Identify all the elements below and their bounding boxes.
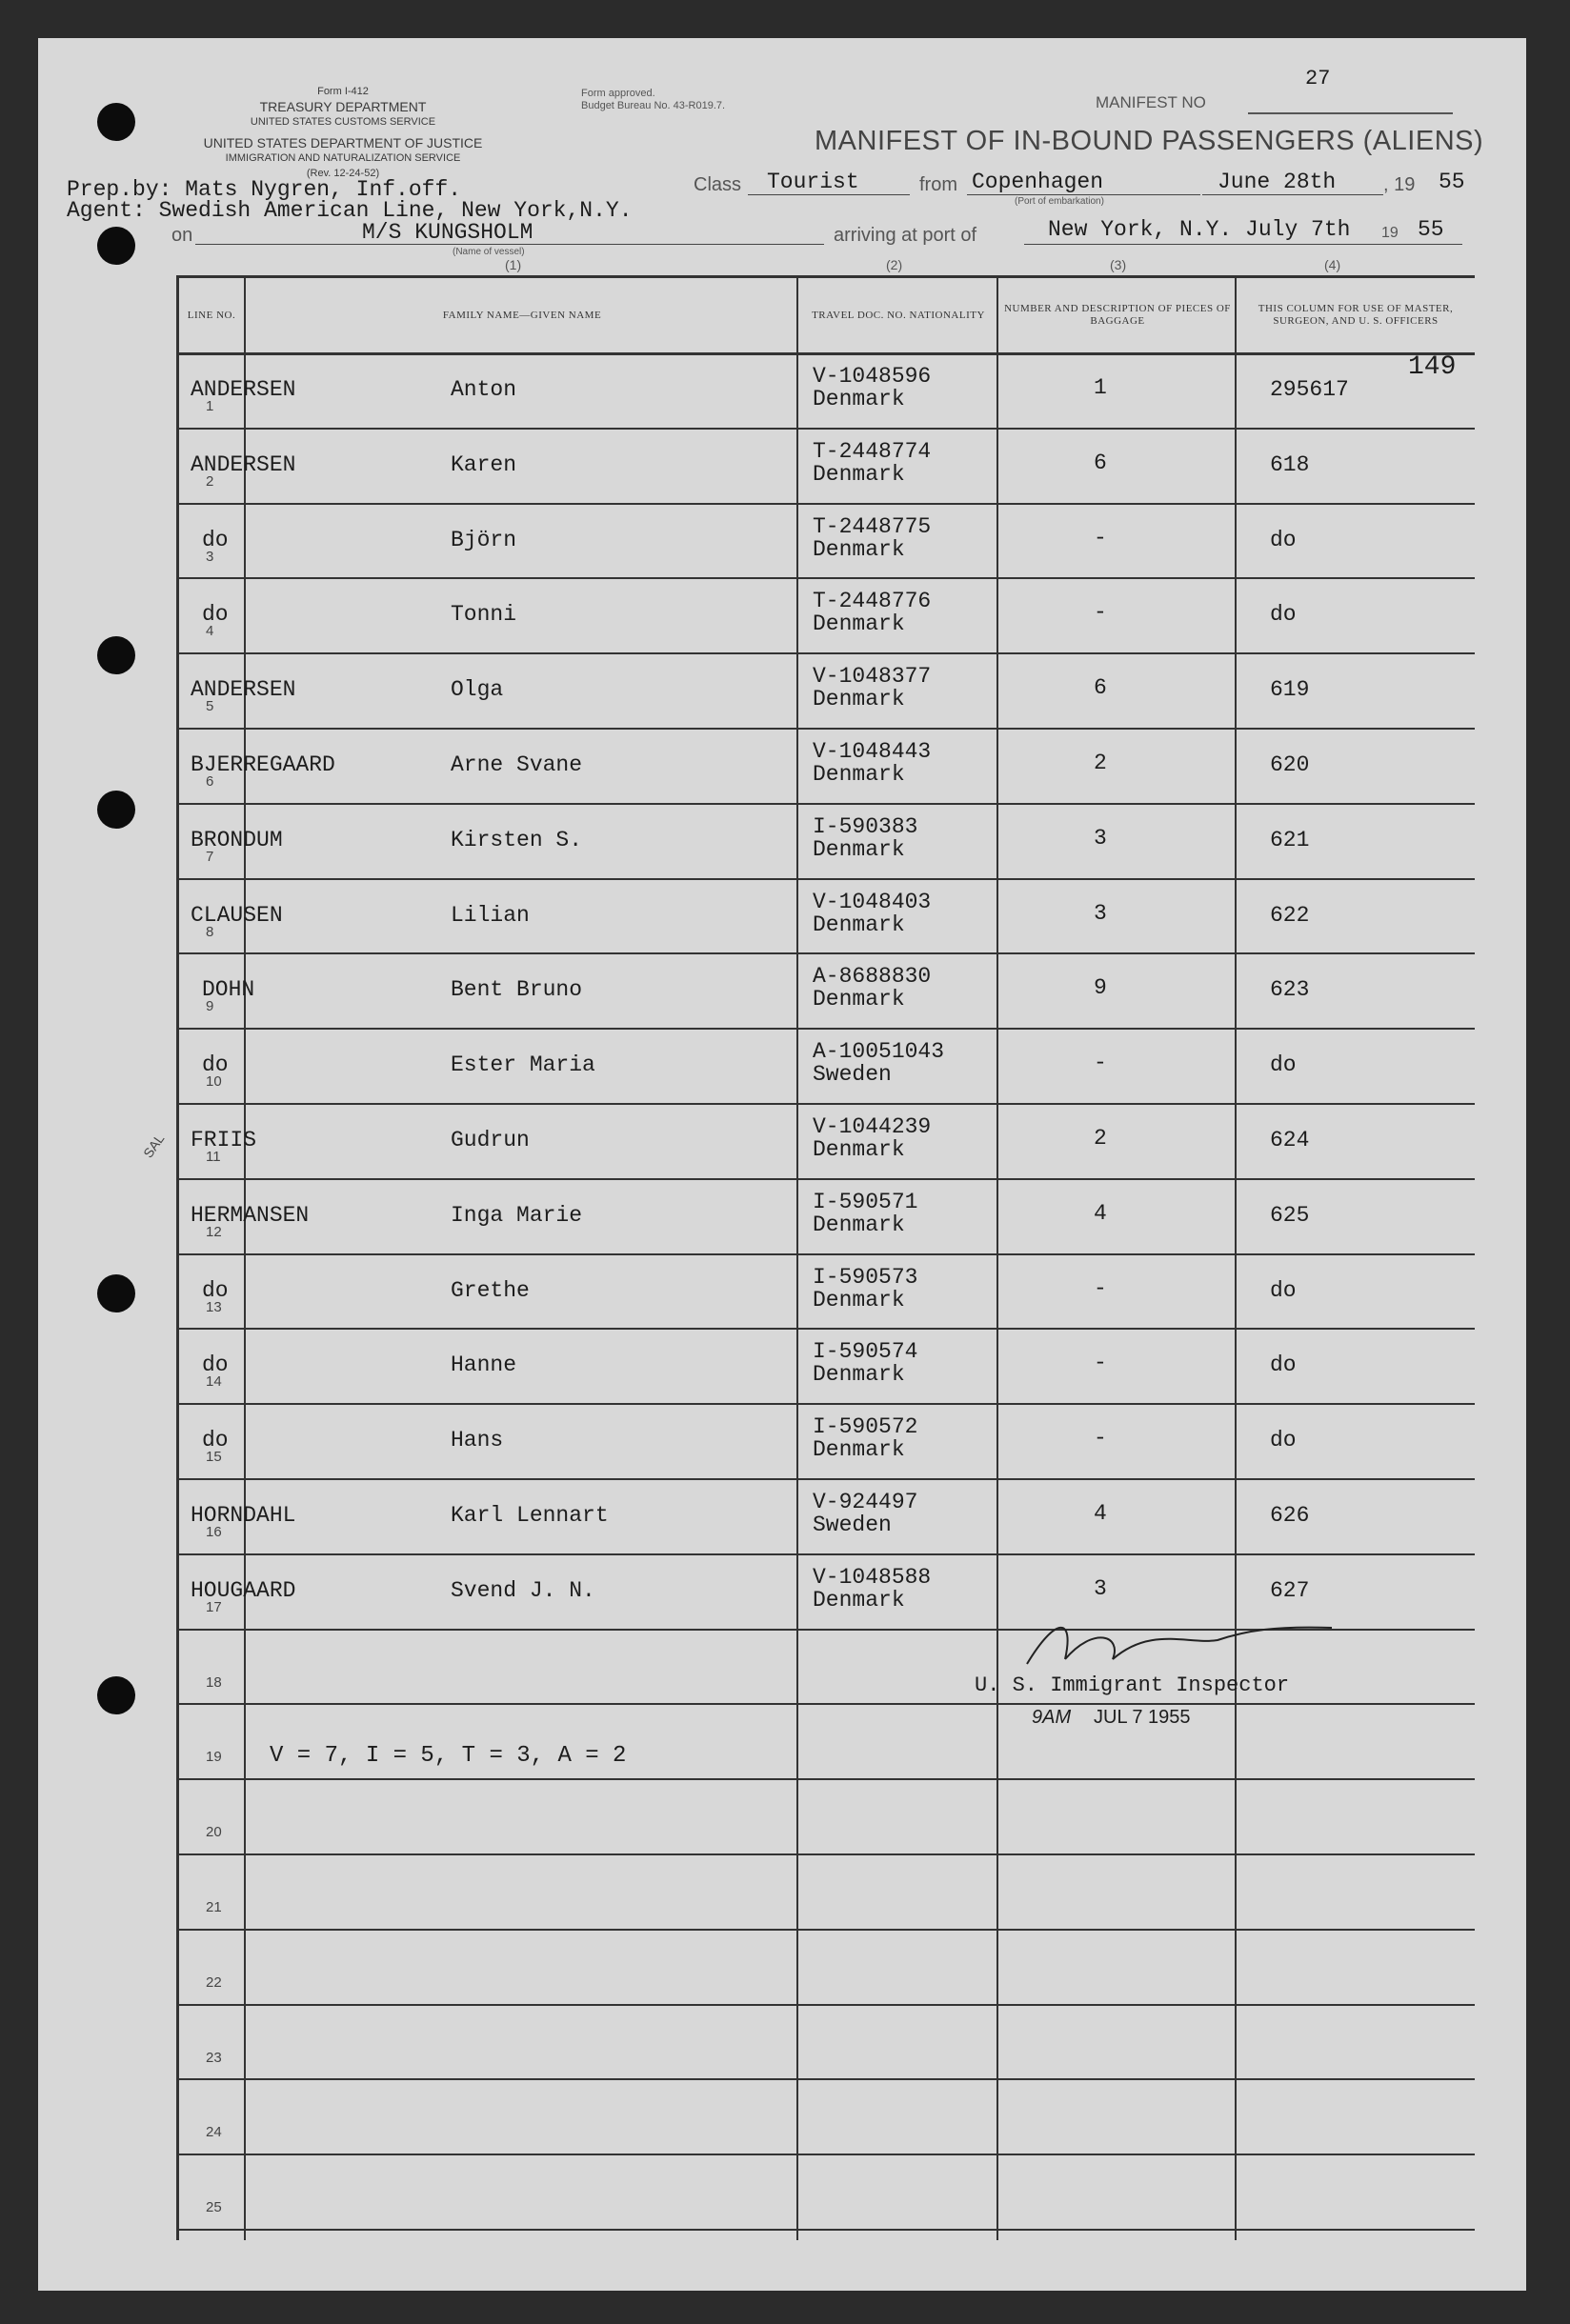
arrival-port-date: New York, N.Y. July 7th xyxy=(1048,217,1351,242)
nationality: Denmark xyxy=(813,762,905,787)
nationality: Denmark xyxy=(813,987,905,1012)
table-row xyxy=(179,2078,1475,2155)
given-name: Karen xyxy=(451,451,517,477)
officer-number: 295617 xyxy=(1270,377,1349,402)
col-num-1: (1) xyxy=(505,257,522,272)
baggage-pieces: 3 xyxy=(1094,825,1107,851)
manifest-title: MANIFEST OF IN-BOUND PASSENGERS (ALIENS) xyxy=(815,126,1484,156)
family-name: ANDERSEN xyxy=(191,377,296,402)
table-row xyxy=(179,577,1475,654)
travel-doc-number: V-1048403 xyxy=(813,889,932,914)
given-name: Hanne xyxy=(451,1352,517,1378)
officer-number: 622 xyxy=(1270,902,1310,928)
nationality: Denmark xyxy=(813,611,905,637)
line-number: 3 xyxy=(206,548,214,565)
family-name: ANDERSEN xyxy=(191,677,296,703)
baggage-pieces: - xyxy=(1094,525,1107,551)
on-label: on xyxy=(171,225,193,246)
port-embark-caption: (Port of embarkation) xyxy=(1015,196,1104,207)
line-number: 20 xyxy=(206,1824,222,1841)
line-number: 14 xyxy=(206,1373,222,1391)
family-name: BRONDUM xyxy=(191,827,283,852)
given-name: Inga Marie xyxy=(451,1202,583,1228)
arriving-label: arriving at port of xyxy=(834,225,977,246)
baggage-pieces: 9 xyxy=(1094,975,1107,1001)
given-name: Tonni xyxy=(451,602,517,628)
line-number: 21 xyxy=(206,1899,222,1915)
travel-doc-number: T-2448774 xyxy=(813,438,932,464)
travel-doc-number: I-590572 xyxy=(813,1414,918,1440)
nationality: Denmark xyxy=(813,912,905,937)
officer-number: 624 xyxy=(1270,1128,1310,1152)
travel-doc-number: I-590574 xyxy=(813,1339,918,1365)
line-number: 7 xyxy=(206,848,214,865)
class-underline xyxy=(748,194,910,195)
table-row xyxy=(179,503,1475,580)
table-row xyxy=(179,1328,1475,1405)
travel-doc-number: V-1044239 xyxy=(813,1114,932,1139)
col-num-2: (2) xyxy=(886,257,903,272)
inspector-label: U. S. Immigrant Inspector xyxy=(975,1673,1290,1697)
header-name: FAMILY NAME—GIVEN NAME xyxy=(442,309,602,321)
baggage-pieces: - xyxy=(1094,1351,1107,1376)
table-row xyxy=(179,952,1475,1030)
stamp-date: JUL 7 1955 xyxy=(1094,1707,1191,1728)
year-value-2: 55 xyxy=(1418,217,1444,242)
form-approved-block xyxy=(581,88,725,112)
given-name: Björn xyxy=(451,527,517,552)
table-row xyxy=(179,2154,1475,2231)
table-row xyxy=(179,1103,1475,1180)
from-label: from xyxy=(919,174,957,195)
family-name: BJERREGAARD xyxy=(191,752,335,777)
family-name: do xyxy=(202,1352,229,1378)
vessel-name: M/S KUNGSHOLM xyxy=(362,220,533,245)
manifest-no-underline xyxy=(1248,112,1453,114)
travel-doc-number: A-8688830 xyxy=(813,964,932,990)
travel-doc-number: A-10051043 xyxy=(813,1039,945,1065)
line-number: 22 xyxy=(206,1973,222,1991)
given-name: Kirsten S. xyxy=(451,827,583,852)
table-row xyxy=(179,728,1475,805)
table-row xyxy=(179,1703,1475,1780)
year-value-1: 55 xyxy=(1439,170,1465,194)
line-number: 6 xyxy=(206,773,214,790)
line-number: 24 xyxy=(206,2124,222,2141)
travel-doc-number: V-1048443 xyxy=(813,739,932,764)
manifest-no-value: 27 xyxy=(1305,67,1331,90)
travel-doc-number: I-590573 xyxy=(813,1264,918,1290)
class-label: Class xyxy=(694,174,742,195)
year-prefix-2: 19 xyxy=(1381,225,1399,241)
line-number: 2 xyxy=(206,472,214,490)
given-name: Svend J. N. xyxy=(451,1577,595,1603)
form-number: Form I-412 xyxy=(317,86,369,97)
table-row xyxy=(179,1929,1475,2006)
officer-number: 619 xyxy=(1270,677,1310,703)
family-name: HERMANSEN xyxy=(191,1202,310,1228)
line-number: 4 xyxy=(206,623,214,640)
punch-hole xyxy=(97,227,135,265)
nationality: Denmark xyxy=(813,1437,905,1463)
baggage-pieces: 3 xyxy=(1094,900,1107,926)
baggage-pieces: 4 xyxy=(1094,1501,1107,1526)
from-date: June 28th xyxy=(1218,170,1337,194)
officer-number: 627 xyxy=(1270,1577,1310,1603)
nationality: Denmark xyxy=(813,836,905,862)
table-row xyxy=(179,352,1475,430)
family-name: CLAUSEN xyxy=(191,902,283,928)
travel-doc-number: V-1048596 xyxy=(813,364,932,389)
from-underline xyxy=(967,194,1200,195)
travel-doc-number: V-1048588 xyxy=(813,1564,932,1590)
line-number: 19 xyxy=(206,1749,222,1766)
dept-ins: IMMIGRATION AND NATURALIZATION SERVICE xyxy=(225,152,461,164)
family-name: do xyxy=(202,527,229,552)
class-value: Tourist xyxy=(767,170,859,194)
table-row xyxy=(179,1778,1475,1855)
nationality: Denmark xyxy=(813,461,905,487)
table-row xyxy=(179,803,1475,880)
baggage-pieces: 2 xyxy=(1094,751,1107,775)
officer-number: do xyxy=(1270,1277,1297,1303)
punch-hole xyxy=(97,1676,135,1714)
punch-hole xyxy=(97,791,135,829)
margin-note: SAL xyxy=(140,1131,168,1161)
punch-hole xyxy=(97,636,135,674)
dept-treasury: TREASURY DEPARTMENT xyxy=(259,99,427,114)
nationality: Denmark xyxy=(813,1212,905,1237)
nationality: Denmark xyxy=(813,687,905,712)
line-number: 9 xyxy=(206,998,214,1015)
col-num-4: (4) xyxy=(1324,257,1341,272)
form-rev: (Rev. 12-24-52) xyxy=(306,168,380,179)
line-number: 16 xyxy=(206,1524,222,1540)
budget-bureau-text: Budget Bureau No. 43-R019.7. xyxy=(581,100,726,111)
line-number: 1 xyxy=(206,398,214,414)
form-approved-text: Form approved. xyxy=(581,88,655,99)
given-name: Grethe xyxy=(451,1277,530,1303)
manifest-table xyxy=(176,275,1475,2240)
baggage-pieces: 1 xyxy=(1094,375,1107,400)
family-name: DOHN xyxy=(202,977,255,1003)
officer-number: 623 xyxy=(1270,977,1310,1003)
totals-line: V = 7, I = 5, T = 3, A = 2 xyxy=(270,1743,627,1769)
family-name: do xyxy=(202,1052,229,1078)
family-name: FRIIS xyxy=(191,1128,257,1152)
nationality: Denmark xyxy=(813,1287,905,1312)
family-name: HORNDAHL xyxy=(191,1503,296,1528)
given-name: Ester Maria xyxy=(451,1052,595,1078)
officer-number: 621 xyxy=(1270,827,1310,852)
travel-doc-number: I-590571 xyxy=(813,1189,918,1214)
agent-line: Agent: Swedish American Line, New York,N.Y. xyxy=(67,198,633,223)
nationality: Sweden xyxy=(813,1513,892,1537)
nationality: Denmark xyxy=(813,387,905,411)
given-name: Bent Bruno xyxy=(451,977,583,1003)
baggage-pieces: 4 xyxy=(1094,1200,1107,1226)
line-number: 23 xyxy=(206,2049,222,2066)
manifest-no-label: MANIFEST NO xyxy=(1096,93,1206,111)
travel-doc-number: T-2448776 xyxy=(813,589,932,614)
line-number: 11 xyxy=(206,1149,221,1165)
arrival-underline xyxy=(1024,244,1462,245)
baggage-pieces: 6 xyxy=(1094,450,1107,475)
table-row xyxy=(179,2004,1475,2081)
from-value: Copenhagen xyxy=(972,170,1104,194)
nationality: Denmark xyxy=(813,1362,905,1388)
officer-number: 625 xyxy=(1270,1202,1310,1228)
baggage-pieces: - xyxy=(1094,1051,1107,1076)
stamp-time: 9AM xyxy=(1032,1707,1072,1728)
table-row xyxy=(179,428,1475,505)
header-officers-use: THIS COLUMN FOR USE OF MASTER, SURGEON, AND U. S. OFFICERS xyxy=(1258,303,1454,327)
table-row xyxy=(179,1028,1475,1105)
baggage-pieces: 3 xyxy=(1094,1575,1107,1601)
officer-number: do xyxy=(1270,1428,1297,1453)
baggage-pieces: - xyxy=(1094,1275,1107,1301)
travel-doc-number: V-924497 xyxy=(813,1490,918,1514)
dept-customs: UNITED STATES CUSTOMS SERVICE xyxy=(250,116,436,128)
given-name: Olga xyxy=(451,677,504,703)
punch-hole xyxy=(97,103,135,141)
nationality: Sweden xyxy=(813,1062,892,1088)
header-travel-doc: TRAVEL DOC. NO. NATIONALITY xyxy=(812,309,985,321)
line-number: 25 xyxy=(206,2199,222,2216)
table-row xyxy=(179,1403,1475,1480)
officer-number: do xyxy=(1270,1352,1297,1378)
officer-number: 618 xyxy=(1270,451,1310,477)
table-header xyxy=(179,278,1475,355)
travel-doc-number: V-1048377 xyxy=(813,664,932,690)
vessel-caption: (Name of vessel) xyxy=(453,247,525,257)
table-row xyxy=(179,652,1475,730)
family-name: do xyxy=(202,1428,229,1453)
line-number: 15 xyxy=(206,1449,222,1466)
annotation-149: 149 xyxy=(1408,352,1457,382)
baggage-pieces: 6 xyxy=(1094,675,1107,701)
line-number: 17 xyxy=(206,1598,222,1615)
baggage-pieces: - xyxy=(1094,600,1107,626)
family-name: do xyxy=(202,602,229,628)
line-number: 8 xyxy=(206,923,214,940)
given-name: Arne Svane xyxy=(451,752,583,777)
line-number: 12 xyxy=(206,1223,222,1240)
family-name: do xyxy=(202,1277,229,1303)
family-name: HOUGAARD xyxy=(191,1577,296,1603)
year-prefix-1: , 19 xyxy=(1383,174,1416,195)
line-number: 10 xyxy=(206,1073,222,1091)
officer-number: 620 xyxy=(1270,752,1310,777)
family-name: ANDERSEN xyxy=(191,451,296,477)
table-row xyxy=(179,1853,1475,1931)
col-num-3: (3) xyxy=(1110,257,1127,272)
table-row xyxy=(179,1253,1475,1331)
table-row xyxy=(179,1178,1475,1255)
table-row xyxy=(179,878,1475,955)
baggage-pieces: - xyxy=(1094,1426,1107,1452)
nationality: Denmark xyxy=(813,536,905,562)
header-baggage: NUMBER AND DESCRIPTION OF PIECES OF BAGGAGE xyxy=(1004,303,1231,327)
travel-doc-number: I-590383 xyxy=(813,813,918,839)
baggage-pieces: 2 xyxy=(1094,1126,1107,1151)
date-underline xyxy=(1202,194,1383,195)
header-line-no: LINE NO. xyxy=(187,309,236,321)
officer-number: 626 xyxy=(1270,1503,1310,1528)
prep-by-line: Prep.by: Mats Nygren, Inf.off. xyxy=(67,177,462,202)
line-number: 5 xyxy=(206,698,214,715)
officer-number: do xyxy=(1270,602,1297,628)
line-number: 13 xyxy=(206,1298,222,1315)
given-name: Gudrun xyxy=(451,1128,530,1152)
officer-number: do xyxy=(1270,527,1297,552)
line-number: 18 xyxy=(206,1673,222,1691)
table-row xyxy=(179,1478,1475,1555)
punch-hole xyxy=(97,1274,135,1312)
nationality: Denmark xyxy=(813,1587,905,1613)
given-name: Lilian xyxy=(451,902,530,928)
travel-doc-number: T-2448775 xyxy=(813,513,932,539)
officer-number: do xyxy=(1270,1052,1297,1078)
inspector-signature xyxy=(1017,1607,1332,1683)
given-name: Anton xyxy=(451,377,517,402)
form-agency-block xyxy=(143,84,543,181)
nationality: Denmark xyxy=(813,1137,905,1162)
given-name: Karl Lennart xyxy=(451,1503,609,1528)
given-name: Hans xyxy=(451,1428,504,1453)
dept-justice: UNITED STATES DEPARTMENT OF JUSTICE xyxy=(203,135,483,150)
